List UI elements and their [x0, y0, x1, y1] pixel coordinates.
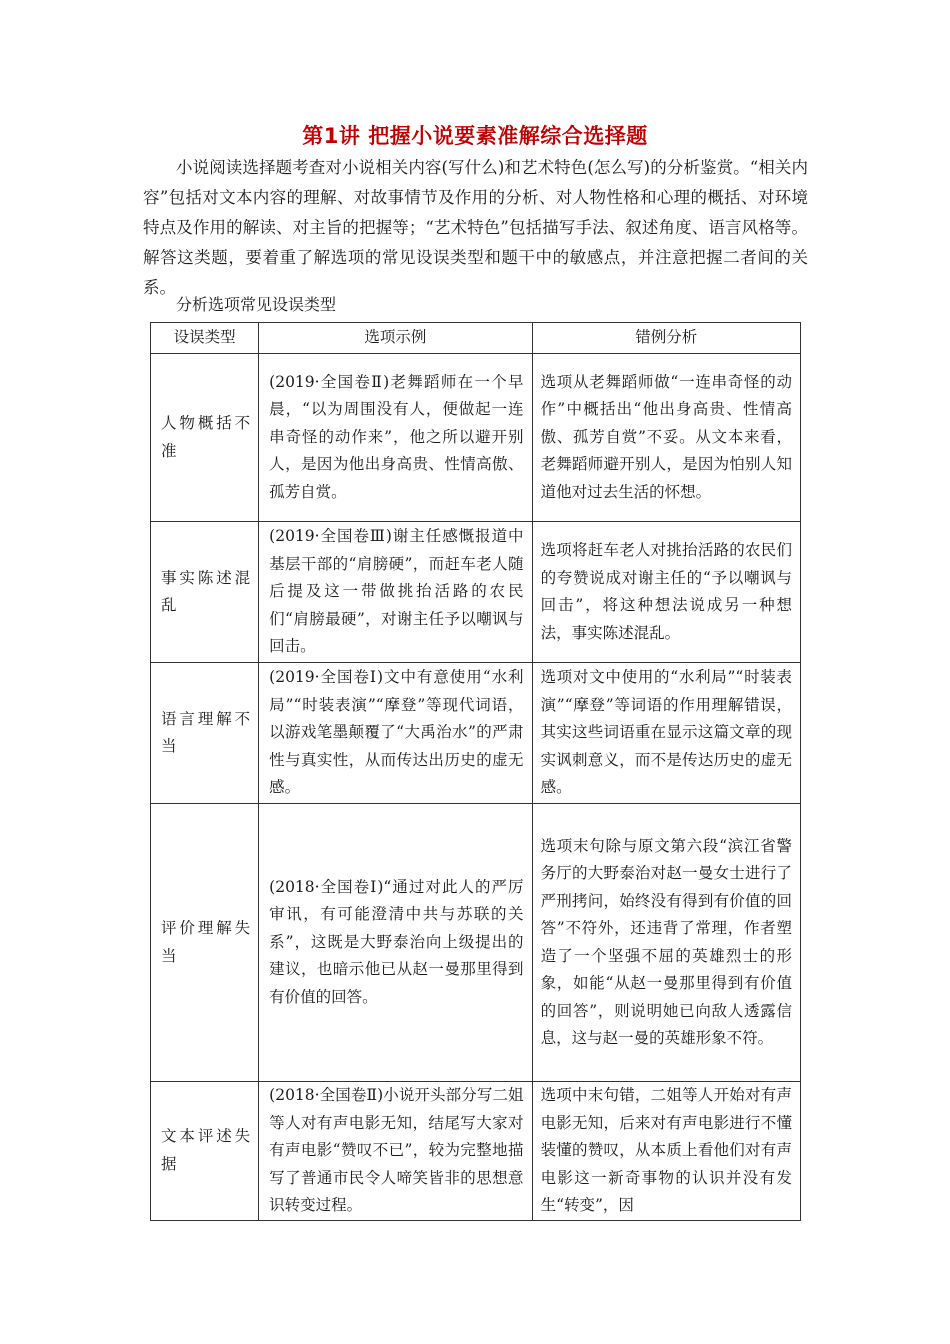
- header-cell-analysis: 错例分析: [532, 323, 800, 354]
- row-example-cell: (2018·全国卷Ⅱ)小说开头部分写二姐等人对有声电影无知，结尾写大家对有声电影“赞叹不已”，较为完整地描写了普通市民令人啼笑皆非的思想意识转变过程。: [259, 1082, 532, 1221]
- error-type-table: [150, 322, 801, 1221]
- table-row: [151, 663, 801, 804]
- row-analysis-cell: 选项从老舞蹈师做“一连串奇怪的动作”中概括出“他出身高贵、性情高傲、孤芳自赏”不妥。从文本来看，老舞蹈师避开别人，是因为怕别人知道他对过去生活的怀想。: [532, 354, 800, 522]
- row-example-cell: (2019·全国卷Ⅲ)谢主任感慨报道中基层干部的“肩膀硬”，而赶车老人随后提及这一带做挑抬活路的农民们“肩膀最硬”，对谢主任予以嘲讽与回击。: [259, 522, 532, 663]
- row-analysis-cell: 选项对文中使用的“水利局”“时装表演”“摩登”等词语的作用理解错误，其实这些词语重在显示这篇文章的现实讽刺意义，而不是传达历史的虚无感。: [532, 663, 800, 804]
- row-analysis-cell: 选项末句除与原文第六段“滨江省警务厅的大野泰治对赵一曼女士进行了严刑拷问，始终没有得到有价值的回答”不符外，还违背了常理，作者塑造了一个坚强不屈的英雄烈士的形象，如能“从赵一曼那里得到有价值的回答”，则说明她已向敌人透露信息，这与赵一曼的英雄形象不符。: [532, 804, 800, 1082]
- row-example-cell: (2019·全国卷Ⅰ)文中有意使用“水利局”“时装表演”“摩登”等现代词语，以游戏笔墨颠覆了“大禹治水”的严肃性与真实性，从而传达出历史的虚无感。: [259, 663, 532, 804]
- table-header-row: [151, 323, 801, 354]
- row-analysis-cell: 选项中末句错，二姐等人开始对有声电影无知，后来对有声电影进行不懂装懂的赞叹，从本质上看他们对有声电影这一新奇事物的认识并没有发生“转变”，因: [532, 1082, 800, 1221]
- row-type-cell: 事实陈述混乱: [151, 522, 259, 663]
- table-row: [151, 354, 801, 522]
- table-caption: 分析选项常见设误类型: [176, 295, 337, 314]
- row-analysis-cell: 选项将赶车老人对挑抬活路的农民们的夸赞说成对谢主任的“予以嘲讽与回击”，将这种想法说成另一种想法，事实陈述混乱。: [532, 522, 800, 663]
- intro-paragraph: 小说阅读选择题考查对小说相关内容(写什么)和艺术特色(怎么写)的分析鉴赏。“相关内容”包括对文本内容的理解、对故事情节及作用的分析、对人物性格和心理的概括、对环境特点及作用的解读、对主旨的把握等；“艺术特色”包括描写手法、叙述角度、语言风格等。解答这类题，要着重了解选项的常见设误类型和题干中的敏感点，并注意把握二者间的关系。: [143, 158, 808, 297]
- table-row: [151, 522, 801, 663]
- header-cell-example: 选项示例: [259, 323, 532, 354]
- row-type-cell: 文本评述失据: [151, 1082, 259, 1221]
- page-title: 第1讲 把握小说要素准解综合选择题: [302, 124, 648, 148]
- row-example-cell: (2019·全国卷Ⅱ)老舞蹈师在一个早晨，“以为周围没有人，便做起一连串奇怪的动作来”，他之所以避开别人，是因为他出身高贵、性情高傲、孤芳自赏。: [259, 354, 532, 522]
- table-row: [151, 1082, 801, 1221]
- row-type-cell: 语言理解不当: [151, 663, 259, 804]
- row-type-cell: 评价理解失当: [151, 804, 259, 1082]
- table-row: [151, 804, 801, 1082]
- row-example-cell: (2018·全国卷Ⅰ)“通过对此人的严厉审讯，有可能澄清中共与苏联的关系”，这既是大野泰治向上级提出的建议，也暗示他已从赵一曼那里得到有价值的回答。: [259, 804, 532, 1082]
- header-cell-type: 设误类型: [151, 323, 259, 354]
- row-type-cell: 人物概括不准: [151, 354, 259, 522]
